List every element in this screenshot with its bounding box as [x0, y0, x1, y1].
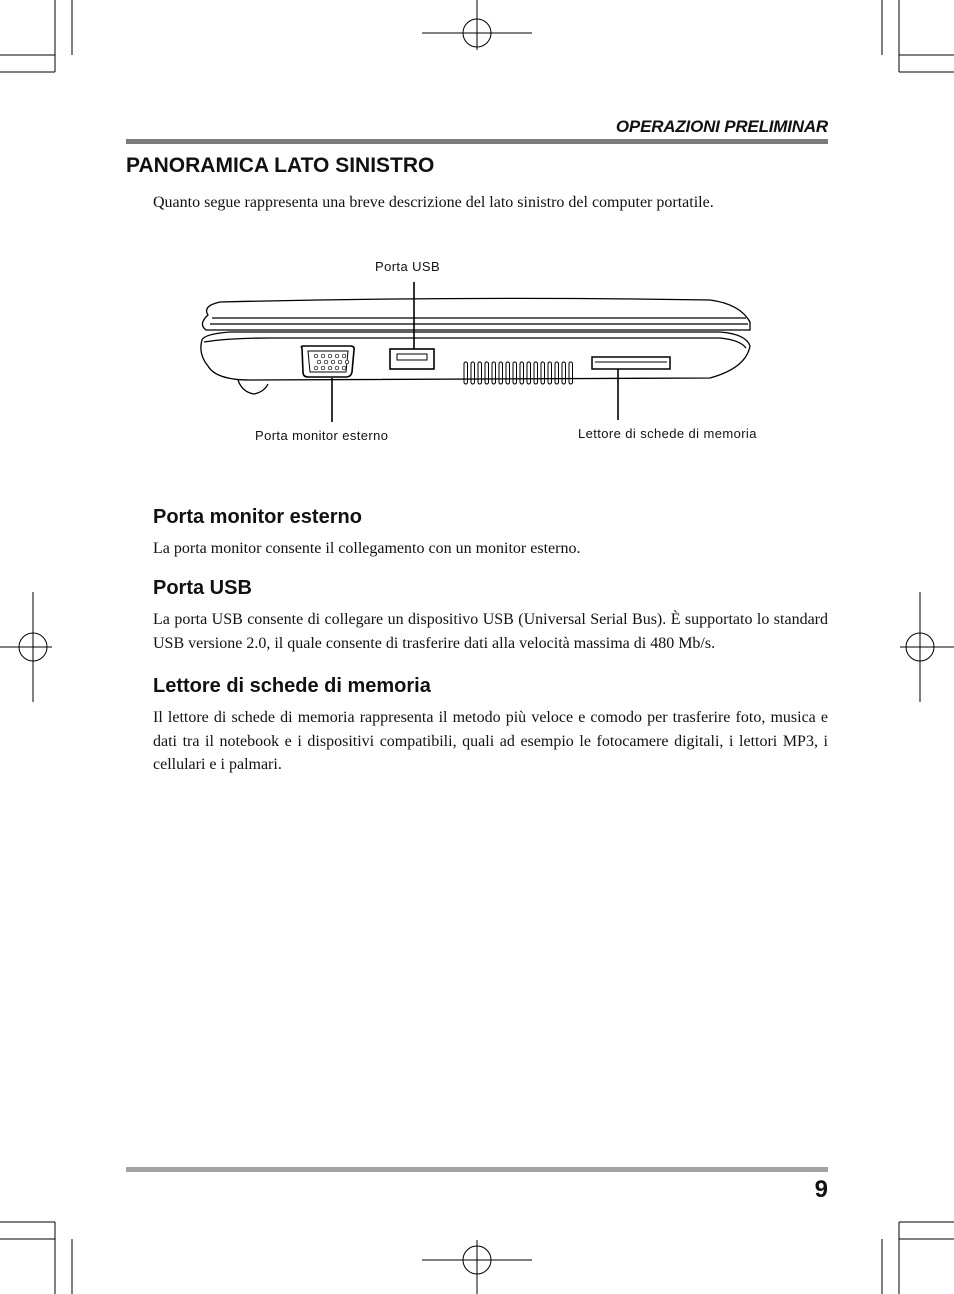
registration-mark-top	[422, 0, 532, 50]
section-body: La porta monitor consente il collegamento con un monitor esterno.	[153, 540, 581, 557]
section-body: Il lettore di schede di memoria rappresenta il metodo più veloce e comodo per trasferire foto, musica e dati tra il notebook e i dispositivi compatibili, quali ad esempio le fotocamere digitali, i lettori MP3, i cellulari e i palmari.	[153, 709, 828, 773]
running-header: OPERAZIONI PRELIMINAR	[615, 117, 828, 136]
section-card-reader	[153, 675, 828, 777]
header-rule	[126, 139, 828, 144]
section-title: Porta monitor esterno	[153, 506, 362, 528]
label-monitor-port: Porta monitor esterno	[255, 428, 389, 443]
section-usb-port	[153, 577, 828, 655]
registration-mark-bottom	[422, 1240, 532, 1294]
footer-rule	[126, 1167, 828, 1172]
registration-mark-left	[0, 592, 52, 702]
label-usb-port: Porta USB	[375, 259, 441, 274]
section-body: La porta USB consente di collegare un dispositivo USB (Universal Serial Bus). È supportato lo standard USB versione 2.0, il quale consente di trasferire dati alla velocità massima di 480 Mb/s.	[153, 611, 828, 652]
label-card-reader: Lettore di schede di memoria	[578, 426, 757, 441]
section-title: Porta USB	[153, 577, 252, 599]
page-title: PANORAMICA LATO SINISTRO	[126, 154, 435, 177]
intro-text: Quanto segue rappresenta una breve descrizione del lato sinistro del computer portatile.	[153, 194, 714, 211]
laptop-left-side-figure	[190, 250, 800, 460]
page-number: 9	[814, 1176, 828, 1203]
section-title: Lettore di schede di memoria	[153, 675, 431, 697]
section-monitor-port	[153, 506, 828, 561]
registration-mark-right	[900, 592, 954, 702]
